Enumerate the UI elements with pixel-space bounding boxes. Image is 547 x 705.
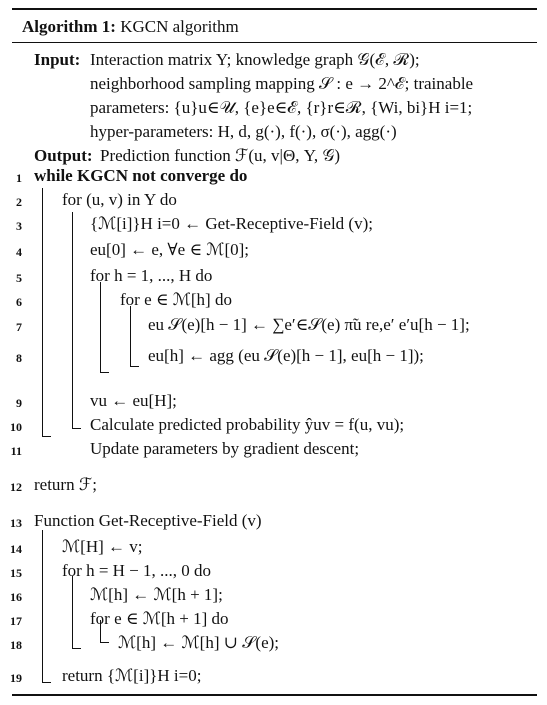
input-line-2: neighborhood sampling mapping 𝒮 : e → 2^ℰ; trainable — [90, 74, 474, 93]
input-line-1: Interaction matrix Y; knowledge graph 𝒢(ℰ, ℛ); — [90, 50, 420, 69]
output-label: Output: — [34, 146, 93, 165]
line-number-11: 11 — [10, 444, 22, 458]
output-text: Prediction function ℱ(u, v|Θ, Y, 𝒢) — [100, 146, 341, 165]
line-5: for h = 1, ..., H do — [90, 266, 213, 285]
line-number-5: 5 — [16, 271, 22, 285]
while-block-bar — [42, 188, 51, 437]
line-number-14: 14 — [10, 542, 22, 556]
line-number-9: 9 — [16, 396, 22, 410]
line-15: for h = H − 1, ..., 0 do — [62, 561, 212, 580]
bottom-rule — [12, 694, 537, 696]
line-number-4: 4 — [16, 245, 22, 259]
line-number-12: 12 — [10, 480, 22, 494]
for-h-block-bar — [100, 282, 109, 373]
top-rule — [12, 8, 537, 10]
line-2: for (u, v) in Y do — [62, 190, 177, 209]
line-14: ℳ[H] ← v; — [62, 537, 143, 556]
for-uv-block-bar — [72, 212, 81, 429]
line-6: for e ∈ ℳ[h] do — [120, 290, 232, 309]
line-8: eu[h] ← agg (eu 𝒮(e)[h − 1], eu[h − 1]); — [148, 346, 424, 365]
line-13: Function Get-Receptive-Field (v) — [34, 511, 262, 530]
line-number-1: 1 — [16, 171, 22, 185]
algorithm-caption — [22, 17, 239, 37]
line-number-6: 6 — [16, 295, 22, 309]
line-12: return ℱ; — [34, 475, 97, 494]
input-label: Input: — [34, 50, 81, 69]
line-16: ℳ[h] ← ℳ[h + 1]; — [90, 585, 223, 604]
line-10: Calculate predicted probability ŷuv = f(u, vu); — [90, 415, 405, 434]
line-9: vu ← eu[H]; — [90, 391, 177, 410]
line-number-8: 8 — [16, 351, 22, 365]
line-number-2: 2 — [16, 195, 22, 209]
function-block-bar — [42, 530, 51, 683]
line-number-3: 3 — [16, 219, 22, 233]
for-e-block-bar — [130, 306, 139, 367]
line-number-19: 19 — [10, 671, 22, 685]
line-18: ℳ[h] ← ℳ[h] ∪ 𝒮(e); — [118, 633, 279, 652]
line-number-16: 16 — [10, 590, 22, 604]
input-line-4: hyper-parameters: H, d, g(·), f(·), σ(·), agg(·) — [90, 122, 397, 141]
line-4: eu[0] ← e, ∀e ∈ ℳ[0]; — [90, 240, 250, 259]
input-line-3: parameters: {u}u∈𝒰, {e}e∈ℰ, {r}r∈ℛ, {Wi, bi}H i=1; — [90, 98, 473, 117]
line-number-10: 10 — [10, 420, 22, 434]
line-number-15: 15 — [10, 566, 22, 580]
line-number-7: 7 — [16, 320, 22, 334]
algorithm-title: KGCN algorithm — [120, 17, 239, 36]
line-number-13: 13 — [10, 516, 22, 530]
caption-rule — [12, 42, 537, 43]
for-h-down-block-bar — [72, 576, 81, 649]
line-3: {ℳ[i]}H i=0 ← Get-Receptive-Field (v); — [90, 214, 373, 233]
line-1: while KGCN not converge do — [34, 166, 248, 185]
line-7: eu 𝒮(e)[h − 1] ← ∑e′∈𝒮(e) π̃u re,e′ e′u[h − 1]; — [148, 315, 470, 334]
line-17: for e ∈ ℳ[h + 1] do — [90, 609, 229, 628]
line-19: return {ℳ[i]}H i=0; — [62, 666, 202, 685]
line-number-17: 17 — [10, 614, 22, 628]
line-11: Update parameters by gradient descent; — [90, 439, 360, 458]
line-number-18: 18 — [10, 638, 22, 652]
algorithm-label: Algorithm 1: — [22, 17, 116, 36]
